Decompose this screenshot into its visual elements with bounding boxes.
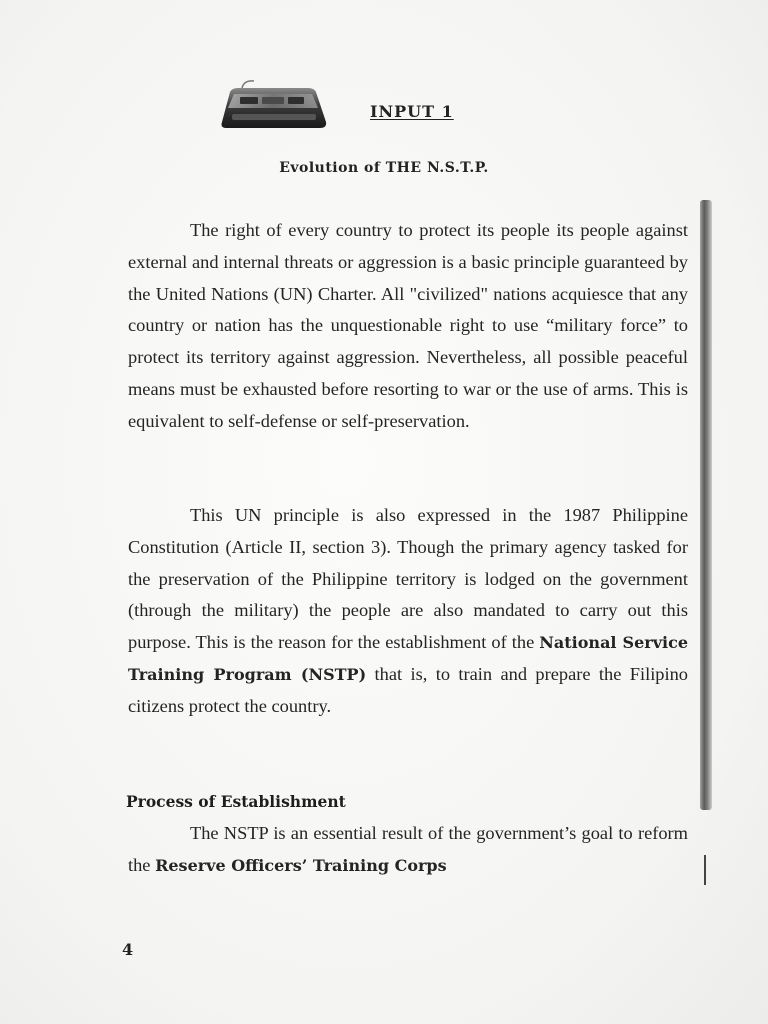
paragraph-establishment-text — [128, 818, 688, 882]
section-heading: Process of Establishment — [126, 792, 346, 811]
paragraph-establishment — [128, 818, 688, 882]
paragraph-constitution-tail: that is, to train and prepare the Filipino citizens protect the country. — [128, 663, 688, 716]
paragraph-rights-text: The right of every country to protect its people its people against external and internal threats or aggression is a basic principle guaranteed by the United Nations (UN) Charter. All "civilized" nations acquiesce that any country or nation has the unquestionable right to use “military force” to protect its territory against aggression. Nevertheless, all possible peaceful means must be exhausted before resorting to war or the use of arms. This is equivalent to self-defense or self-preservation. — [128, 220, 688, 431]
paragraph-constitution-lead: This UN principle is also expressed in the 1987 Philippine Constitution (Article II, section 3). Though the primary agency tasked for the preservation of the Philippine territory is lodged on the government (through the military) the people are also mandated to carry out this purpose. This is the reason for the establishment of the — [128, 505, 688, 653]
input-heading: INPUT 1 — [370, 102, 454, 121]
paragraph-constitution-text — [128, 500, 688, 723]
paragraph-establishment-lead: The NSTP is an essential result of the government’s goal to reform the — [128, 823, 688, 875]
electronic-device-icon — [218, 78, 330, 132]
page-subtitle: Evolution of THE N.S.T.P. — [279, 160, 489, 176]
paragraph-rights — [128, 215, 688, 438]
rotc-term: Reserve Officers’ Training Corps — [155, 855, 447, 875]
input-header — [218, 78, 518, 138]
page-number: 4 — [122, 940, 134, 959]
page-edge-shadow — [700, 200, 712, 810]
page-edge-mark — [704, 855, 706, 885]
paragraph-constitution — [128, 500, 688, 723]
nstp-term: National Service Training Program (NSTP) — [128, 633, 688, 684]
